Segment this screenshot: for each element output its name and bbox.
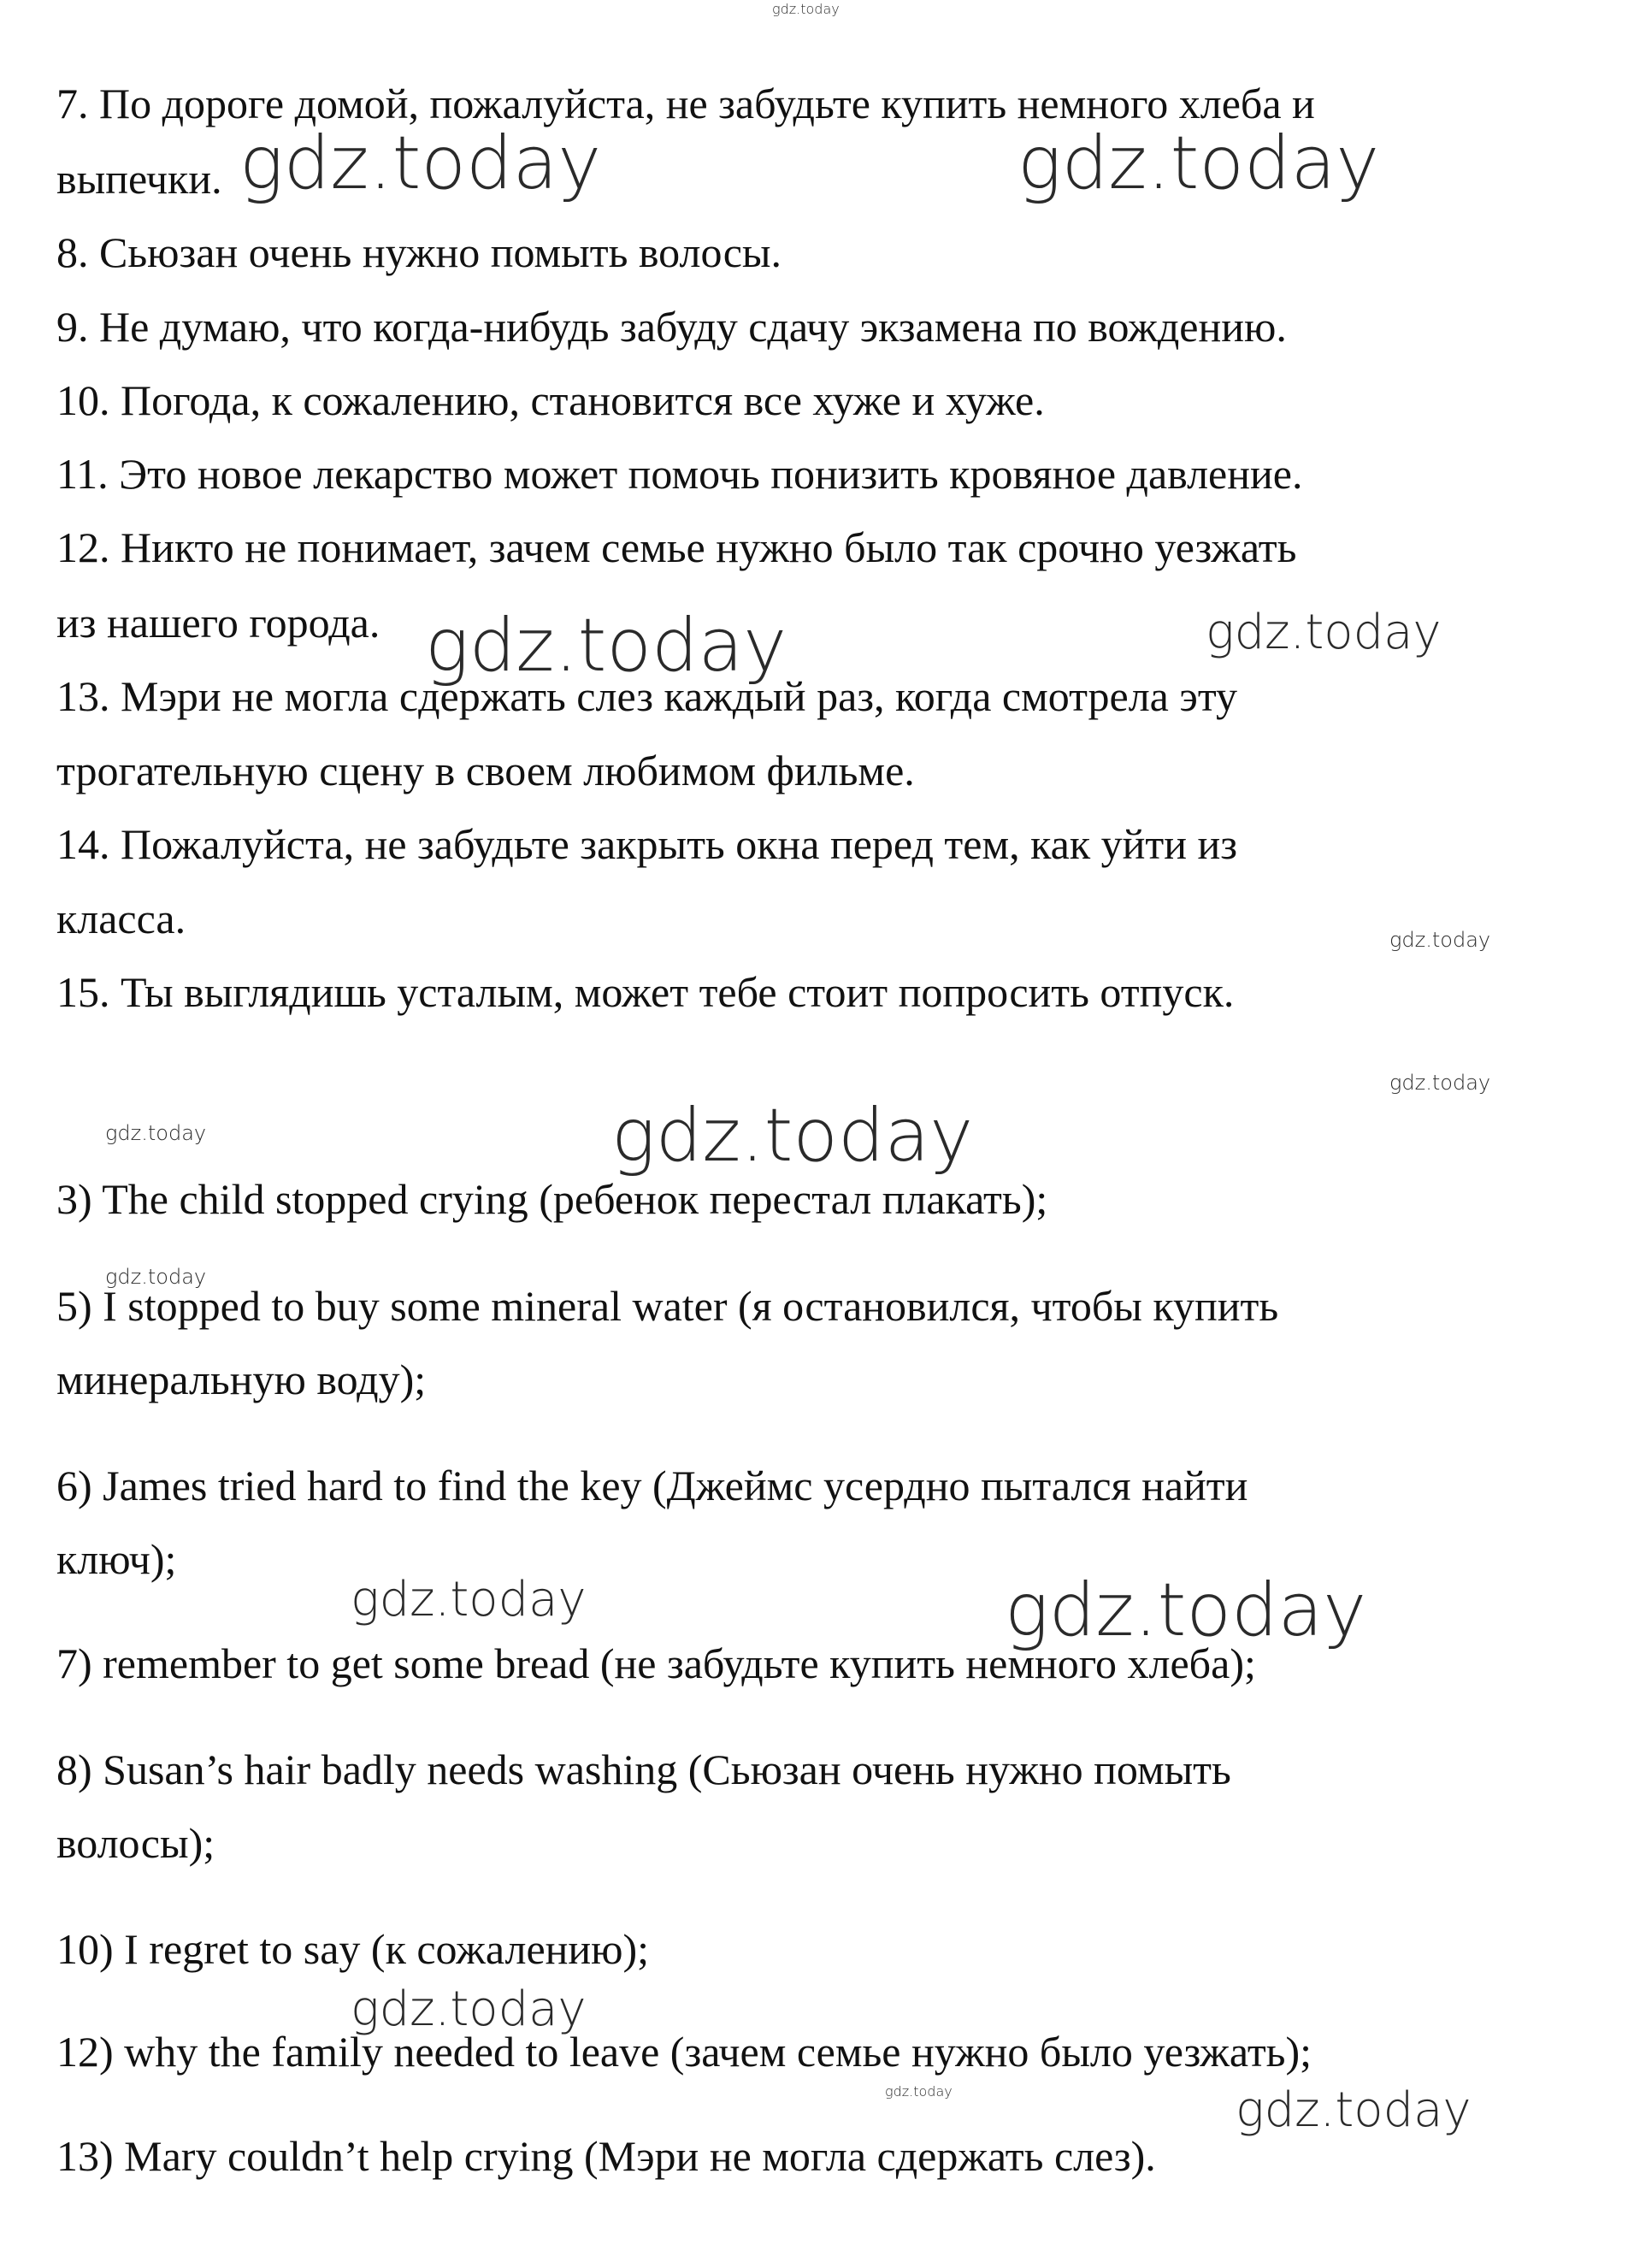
answer-line: 7) remember to get some bread (не забудьте купить немного хлеба); bbox=[56, 1639, 1256, 1687]
watermark: gdz.today bbox=[105, 1121, 207, 1145]
watermark: gdz.today bbox=[239, 121, 602, 206]
answer-line: 10) I regret to say (к сожалению); bbox=[56, 1925, 650, 1973]
watermark: gdz.today bbox=[1389, 928, 1491, 952]
text-line: 14. Пожалуйста, не забудьте закрыть окна перед тем, как уйти из bbox=[56, 820, 1237, 868]
watermark: gdz.today bbox=[1389, 1071, 1491, 1095]
text-line: 7. По дороге домой, пожалуйста, не забудьте купить немного хлеба и bbox=[56, 80, 1315, 127]
watermark: gdz.today bbox=[1236, 2082, 1472, 2138]
watermark: gdz.today bbox=[885, 2083, 953, 2100]
text-line: 9. Не думаю, что когда-нибудь забуду сдачу экзамена по вождению. bbox=[56, 303, 1287, 351]
text-line: 12. Никто не понимает, зачем семье нужно было так срочно уезжать bbox=[56, 523, 1297, 571]
answer-line: ключ); bbox=[56, 1535, 177, 1583]
watermark: gdz.today bbox=[105, 1265, 207, 1289]
watermark: gdz.today bbox=[772, 1, 840, 17]
text-line: 15. Ты выглядишь усталым, может тебе стоит попросить отпуск. bbox=[56, 968, 1235, 1016]
watermark: gdz.today bbox=[1018, 121, 1380, 206]
text-line: 8. Сьюзан очень нужно помыть волосы. bbox=[56, 228, 782, 276]
watermark: gdz.today bbox=[611, 1093, 974, 1178]
watermark: gdz.today bbox=[1005, 1568, 1367, 1653]
answer-line: волосы); bbox=[56, 1819, 215, 1867]
answer-line: 6) James tried hard to find the key (Джеймс усердно пытался найти bbox=[56, 1462, 1248, 1509]
text-line: выпечки. bbox=[56, 155, 222, 203]
answer-line: 3) The child stopped crying (ребенок перестал плакать); bbox=[56, 1175, 1048, 1223]
answer-line: 8) Susan’s hair badly needs washing (Сьюзан очень нужно помыть bbox=[56, 1745, 1231, 1793]
text-line: 10. Погода, к сожалению, становится все хуже и хуже. bbox=[56, 376, 1045, 424]
answer-line: 12) why the family needed to leave (зачем семье нужно было уезжать); bbox=[56, 2028, 1312, 2076]
watermark: gdz.today bbox=[351, 1982, 587, 2037]
text-line: 13. Мэри не могла сдержать слез каждый раз, когда смотрела эту bbox=[56, 672, 1238, 720]
answer-line: 5) I stopped to buy some mineral water (я остановился, чтобы купить bbox=[56, 1282, 1279, 1330]
watermark: gdz.today bbox=[425, 603, 787, 688]
answer-line: минеральную воду); bbox=[56, 1355, 427, 1403]
text-line: 11. Это новое лекарство может помочь понизить кровяное давление. bbox=[56, 450, 1303, 498]
text-line: трогательную сцену в своем любимом фильме. bbox=[56, 747, 915, 794]
text-line: из нашего города. bbox=[56, 599, 380, 647]
watermark: gdz.today bbox=[351, 1572, 587, 1627]
text-line: класса. bbox=[56, 895, 186, 942]
answer-line: 13) Mary couldn’t help crying (Мэри не могла сдержать слез). bbox=[56, 2132, 1156, 2180]
watermark: gdz.today bbox=[1206, 605, 1442, 660]
